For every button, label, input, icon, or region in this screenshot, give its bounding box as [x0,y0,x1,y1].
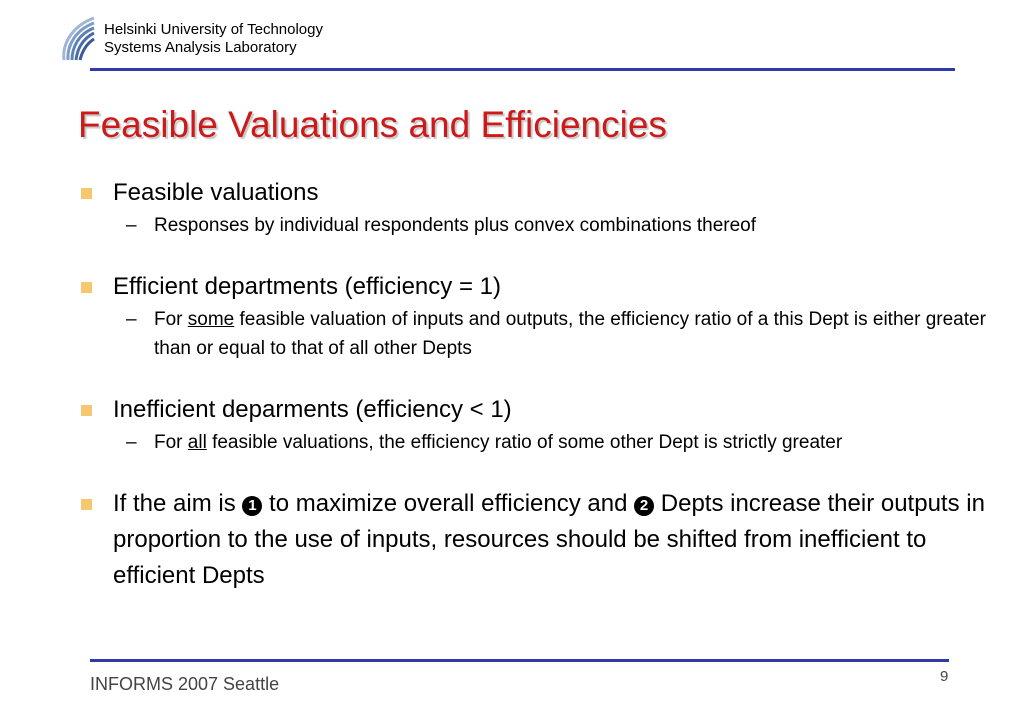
bullet-text-part-3: Depts increase their outputs in proportion to the use of inputs, resources should be shifted from inefficient to efficient Depts [113,490,985,589]
bullet-square-icon [81,188,92,199]
emphasis-all: all [187,432,207,453]
bullet-square-icon [81,499,92,510]
bullet-text: Efficient departments (efficiency = 1) [113,273,501,300]
bullet-feasible-valuations [78,175,988,211]
footer-text: INFORMS 2007 Seattle [90,674,280,694]
organization-name [104,21,323,57]
bullet-text: Feasible valuations [113,179,319,206]
sub-bullet-prefix: For [154,432,188,453]
bullet-square-icon [81,405,92,416]
sub-bullet-feasible-valuations [78,211,988,240]
bullet-square-icon [81,282,92,293]
bullet-efficient-departments [78,269,988,305]
header-divider [90,68,955,71]
footer-divider [90,659,949,662]
circled-number-2-icon: 2 [634,496,654,516]
page-number: 9 [940,668,949,685]
org-line-1: Helsinki University of Technology [104,21,323,38]
bullet-inefficient-departments [78,392,988,428]
circled-number-1-icon: 1 [242,496,262,516]
sub-bullet-efficient-departments [78,305,988,363]
bullet-text-part-2: to maximize overall efficiency and [262,490,635,517]
university-logo-icon [58,14,98,64]
slide-title: Feasible Valuations and Efficiencies [78,104,667,145]
bullet-aim [78,486,988,594]
sub-bullet-text: feasible valuation of inputs and outputs, the efficiency ratio of a this Dept is either greater than or equal to that of all other Depts [154,309,986,359]
sub-bullet-text: Responses by individual respondents plus convex combinations thereof [154,215,757,236]
sub-bullet-inefficient-departments [78,428,988,457]
org-line-2: Systems Analysis Laboratory [104,39,297,56]
dash-marker: – [126,215,137,236]
sub-bullet-text: feasible valuations, the efficiency ratio of some other Dept is strictly greater [206,432,843,453]
emphasis-some: some [187,309,235,330]
dash-marker: – [126,432,137,453]
bullet-text: Inefficient deparments (efficiency < 1) [113,396,512,423]
bullet-text-part-1: If the aim is [113,490,243,517]
dash-marker: – [126,309,137,330]
sub-bullet-prefix: For [154,309,188,330]
slide-content [78,175,988,594]
